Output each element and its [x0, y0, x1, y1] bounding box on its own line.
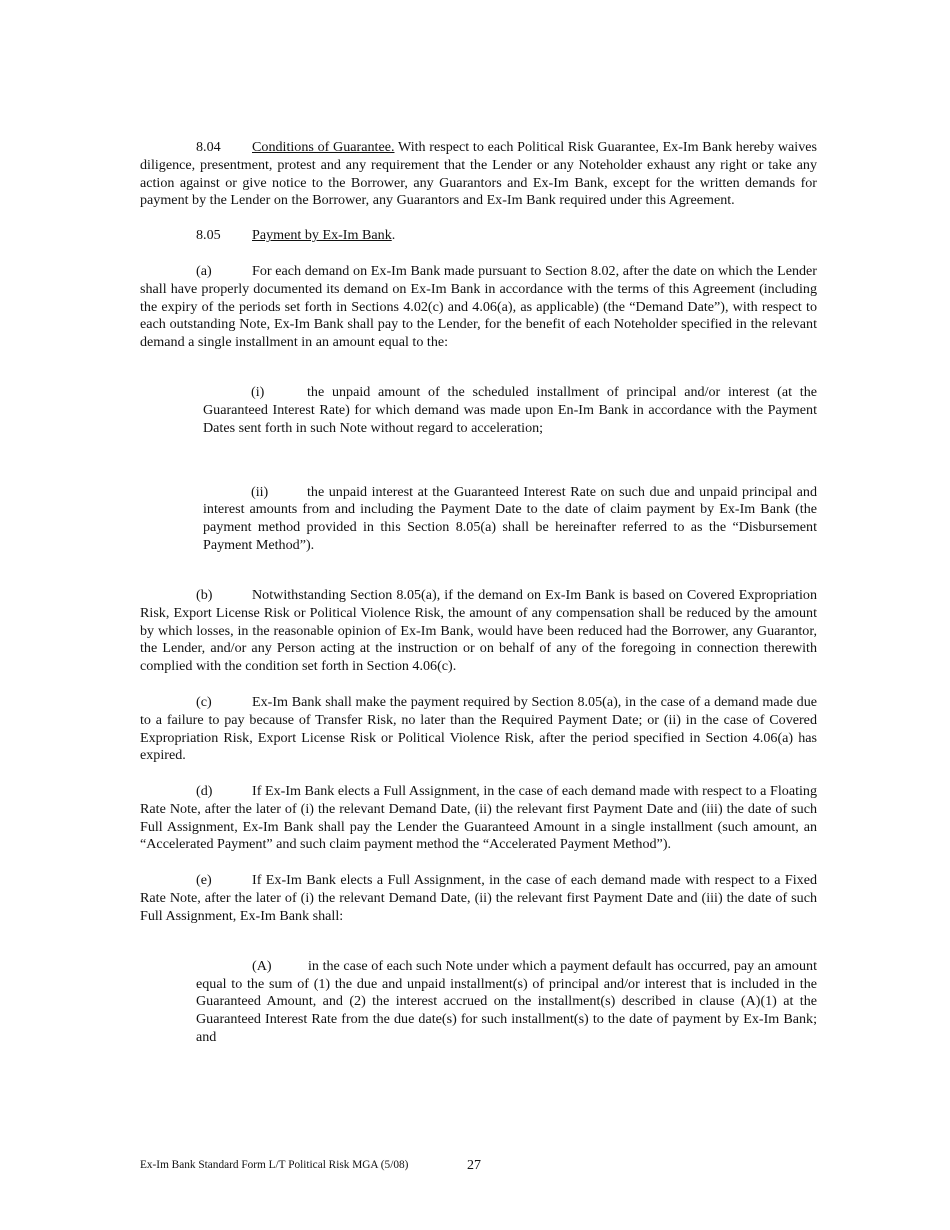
section-number: 8.04 — [196, 139, 221, 155]
clause-label: (c) — [196, 693, 212, 710]
clause-text: the unpaid amount of the scheduled installment of principal and/or interest (at the Guaranteed Interest Rate) for which demand was made upon En-Im Bank in accordance with the Payment Dates sent forth in such Note without regard to acceleration; — [203, 384, 817, 436]
clause-text: Ex-Im Bank shall make the payment required by Section 8.05(a), in the case of a demand made due to a failure to pay because of Transfer Risk, no later than the Required Payment Date; or (ii) in the case of Covered Expropriation Risk, Export License Risk or Political Violence Risk, after the period specified in Section 4.06(a) has expired. — [140, 693, 817, 764]
clause-text: If Ex-Im Bank elects a Full Assignment, in the case of each demand made with respect to a Floating Rate Note, after the later of (i) the relevant Demand Date, (ii) the relevant first Payment Date and (iii) the date of such Full Assignment, Ex-Im Bank shall pay the Lender the Guaranteed Amount in a single installment (such amount, an “Accelerated Payment” and such claim payment method the “Accelerated Payment Method”). — [140, 783, 817, 853]
paragraph-b — [140, 587, 817, 676]
clause-label: (a) — [196, 262, 212, 279]
section-8-04 — [140, 139, 817, 210]
clause-label: (b) — [196, 586, 213, 603]
paragraph-d — [140, 783, 817, 854]
subparagraph-a-i — [203, 384, 817, 437]
clause-text: If Ex-Im Bank elects a Full Assignment, in the case of each demand made with respect to a Fixed Rate Note, after the later of (i) the relevant Demand Date, (ii) the relevant first Payment Date and (iii) the date of such Full Assignment, Ex-Im Bank shall: — [140, 872, 817, 924]
subparagraph-e-A — [196, 958, 817, 1047]
clause-text: For each demand on Ex-Im Bank made pursuant to Section 8.02, after the date on which the Lender shall have properly documented its demand on Ex-Im Bank in accordance with the terms of this Agreement (including the expiry of the periods set forth in Sections 4.02(c) and 4.06(a), as applicable) (the “Demand Date”), with respect to each outstanding Note, Ex-Im Bank shall pay to the Lender, for the benefit of each Noteholder specified in the relevant demand a single installment in an amount equal to the: — [140, 262, 817, 351]
section-8-05 — [140, 227, 817, 245]
paragraph-a — [140, 263, 817, 352]
clause-label: (A) — [252, 957, 272, 974]
clause-text: the unpaid interest at the Guaranteed Interest Rate on such due and unpaid principal and interest amounts from and including the Payment Date to the date of claim payment by Ex-Im Bank (the payment method provided in this Section 8.05(a) shall be hereinafter referred to as the “Disbursement Payment Method”). — [203, 483, 817, 554]
clause-text: in the case of each such Note under which a payment default has occurred, pay an amount equal to the sum of (1) the due and unpaid installment(s) of principal and/or interest that is included in the Guaranteed Amount, and (2) the interest accrued on the installment(s) described in clause (A)(1) at the Guaranteed Interest Rate from the due date(s) for such installment(s) to the date of payment by Ex-Im Bank; and — [196, 957, 817, 1045]
clause-label: (d) — [196, 783, 213, 800]
section-text: With respect to each Political Risk Guarantee, Ex-Im Bank hereby waives diligence, presentment, protest and any requirement that the Lender or any Noteholder exhaust any right or take any action against or give notice to the Borrower, any Guarantors and Ex-Im Bank, except for the written demands for payment by the Lender on the Borrower, any Guarantors and Ex-Im Bank required under this Agreement. — [140, 139, 817, 209]
clause-label: (i) — [251, 384, 265, 401]
section-heading: Payment by Ex-Im Bank — [252, 227, 392, 244]
clause-text: Notwithstanding Section 8.05(a), if the demand on Ex-Im Bank is based on Covered Expropriation Risk, Export License Risk or Political Violence Risk, the amount of any compensation shall be reduced by the amount by which losses, in the reasonable opinion of Ex-Im Bank, would have been reduced had the Borrower, any Guarantor, the Lender, and/or any Person acting at the instruction or on behalf of any of the foregoing in connection therewith complied with the condition set forth in Section 4.06(c). — [140, 586, 817, 675]
section-number: 8.05 — [196, 227, 221, 244]
clause-label: (e) — [196, 872, 212, 889]
page-number: 27 — [467, 1158, 481, 1173]
section-heading-trail: . — [391, 227, 396, 244]
document-body — [140, 139, 817, 1061]
subparagraph-a-ii — [203, 484, 817, 555]
footer-form-name: Ex-Im Bank Standard Form L/T Political Risk MGA (5/08) — [140, 1159, 409, 1171]
paragraph-e — [140, 872, 817, 925]
section-heading: Conditions of Guarantee. — [252, 139, 395, 155]
paragraph-c — [140, 694, 817, 765]
clause-label: (ii) — [251, 483, 269, 500]
